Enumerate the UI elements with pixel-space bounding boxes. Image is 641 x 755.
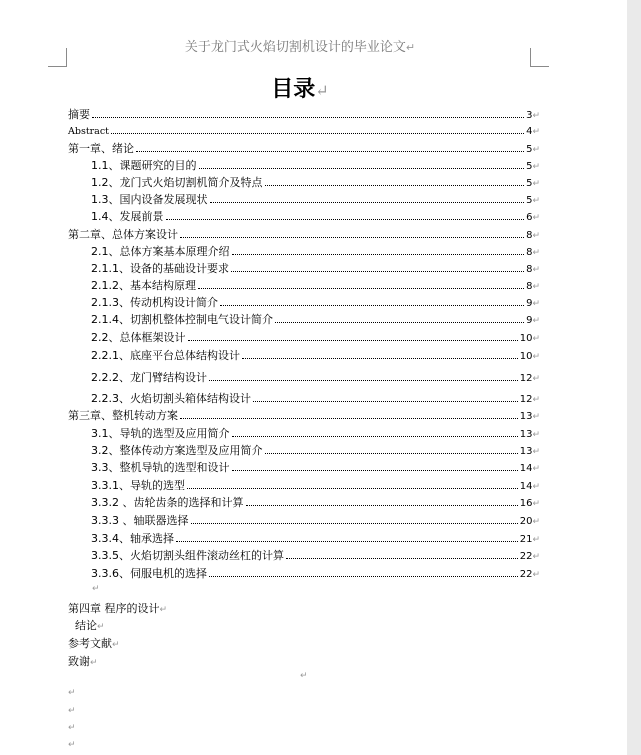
toc-entry-3-3[interactable]: [91, 459, 540, 476]
toc-entry-2-2-3[interactable]: [91, 390, 540, 407]
toc-entry-3-3-3[interactable]: [91, 512, 540, 529]
toc-page-number: 8: [526, 230, 533, 241]
right-scroll-gutter: [627, 0, 641, 755]
toc-page-number: 14: [519, 463, 533, 474]
toc-leader-dots: [209, 370, 518, 381]
toc-page-number: 3: [526, 110, 533, 121]
toc-entry-label: 1.2、龙门式火焰切割机简介及特点: [91, 176, 263, 189]
toc-entry-chapter-3[interactable]: [68, 407, 540, 424]
toc-page-number: 5: [526, 195, 533, 206]
toc-leader-dots: [265, 175, 525, 186]
header-text: 关于龙门式火焰切割机设计的毕业论文: [184, 40, 406, 55]
toc-page-number: 13: [519, 411, 533, 422]
toc-leader-dots: [232, 460, 518, 471]
toc-page-number: 13: [519, 446, 533, 457]
toc-entry-3-3-6[interactable]: [91, 565, 540, 582]
paragraph-mark-icon: ↵: [68, 706, 76, 716]
toc-leader-dots: [176, 531, 518, 542]
toc-entry-2-2[interactable]: [91, 329, 540, 346]
toc-entry-label: 第一章、绪论: [68, 142, 134, 155]
paragraph-mark-icon: ↵: [532, 374, 540, 384]
toc-entry-label: 3.2、整体传动方案选型及应用简介: [91, 444, 263, 457]
toc-entry-2-1-3[interactable]: [91, 294, 540, 311]
toc-leader-dots: [220, 295, 524, 306]
paragraph-mark-icon: ↵: [532, 499, 540, 509]
toc-page-number: 22: [519, 551, 533, 562]
toc-entry-2-1[interactable]: [91, 243, 540, 260]
toc-entry-label: 第三章、整机转动方案: [68, 409, 178, 422]
toc-entry-1-1[interactable]: [91, 157, 540, 174]
paragraph-mark-icon: ↵: [532, 231, 540, 241]
toc-leader-dots: [232, 244, 525, 255]
text-references: 参考文献: [68, 637, 112, 650]
toc-entry-label: 1.1、课题研究的目的: [91, 159, 197, 172]
toc-page-number: 8: [526, 264, 533, 275]
paragraph-mark-icon: ↵: [532, 482, 540, 492]
toc-entry-label: 1.3、国内设备发展现状: [91, 193, 208, 206]
conclusion-line[interactable]: [75, 617, 105, 633]
page-header: [0, 36, 600, 55]
paragraph-mark-icon: ↵: [532, 282, 540, 292]
toc-entry-1-3[interactable]: [91, 191, 540, 208]
paragraph-mark-icon: ↵: [532, 162, 540, 172]
chapter-4-line[interactable]: [68, 600, 167, 616]
toc-leader-dots: [199, 158, 525, 169]
paragraph-mark-icon: ↵: [532, 265, 540, 275]
toc-leader-dots: [232, 426, 518, 437]
toc-entry-label: 3.3.6、伺服电机的选择: [91, 567, 207, 580]
toc-entry-abstract-cn[interactable]: [68, 106, 540, 123]
paragraph-mark-icon: ↵: [532, 248, 540, 258]
toc-entry-1-4[interactable]: [91, 208, 540, 225]
paragraph-mark-icon: ↵: [532, 213, 540, 223]
toc-entry-label: 3.3.2 、齿轮齿条的选择和计算: [91, 496, 244, 509]
paragraph-mark-icon: ↵: [532, 334, 540, 344]
toc-leader-dots: [231, 261, 524, 272]
toc-leader-dots: [265, 443, 518, 454]
toc-entry-label: 2.1、总体方案基本原理介绍: [91, 245, 230, 258]
toc-entry-label: 2.1.2、基本结构原理: [91, 279, 196, 292]
toc-leader-dots: [246, 495, 518, 506]
toc-leader-dots: [242, 348, 518, 359]
toc-page-number: 16: [519, 498, 533, 509]
paragraph-mark-icon: ↵: [532, 127, 540, 137]
paragraph-mark-icon: ↵: [159, 605, 168, 615]
paragraph-mark-icon: ↵: [532, 111, 540, 121]
paragraph-mark-icon: ↵: [532, 517, 540, 527]
toc-entry-chapter-2[interactable]: [68, 226, 540, 243]
toc-page-number: 20: [519, 516, 533, 527]
toc-title-text: 目录: [271, 76, 316, 102]
toc-page-number: 12: [519, 373, 533, 384]
paragraph-mark-icon: ↵: [532, 352, 540, 362]
text-acknowledgements: 致谢: [68, 655, 90, 668]
paragraph-mark-icon: ↵: [532, 179, 540, 189]
paragraph-mark-icon: ↵: [532, 430, 540, 440]
toc-page-number: 14: [519, 481, 533, 492]
toc-leader-dots: [209, 566, 518, 577]
toc-entry-3-3-2[interactable]: [91, 494, 540, 511]
toc-page-number: 21: [519, 534, 533, 545]
toc-title: [0, 72, 600, 103]
references-line[interactable]: [68, 635, 120, 651]
toc-entry-3-2[interactable]: [91, 442, 540, 459]
paragraph-mark-icon: ↵: [315, 81, 329, 100]
paragraph-mark-icon: ↵: [532, 316, 540, 326]
toc-leader-dots: [275, 312, 524, 323]
paragraph-mark-icon: ↵: [532, 535, 540, 545]
toc-entry-label: 3.3.3 、轴联器选择: [91, 514, 189, 527]
paragraph-mark-icon: ↵: [68, 723, 76, 733]
toc-entry-label: 2.2、总体框架设计: [91, 331, 186, 344]
toc-entry-3-3-1[interactable]: [91, 477, 540, 494]
toc-leader-dots: [286, 548, 518, 559]
toc-leader-dots: [187, 478, 518, 489]
toc-page-number: 10: [519, 351, 533, 362]
toc-leader-dots: [136, 141, 524, 152]
toc-leader-dots: [191, 513, 518, 524]
toc-page-number: 12: [519, 394, 533, 405]
toc-page-number: 9: [526, 298, 533, 309]
toc-entry-label: 3.3.5、火焰切割头组件滚动丝杠的计算: [91, 549, 284, 562]
paragraph-mark-icon: ↵: [68, 688, 76, 698]
text-conclusion: 结论: [75, 619, 97, 632]
toc-entry-3-1[interactable]: [91, 425, 540, 442]
paragraph-mark-icon: ↵: [532, 395, 540, 405]
toc-entry-abstract-en[interactable]: [68, 123, 540, 140]
toc-entry-label: 3.3、整机导轨的选型和设计: [91, 461, 230, 474]
paragraph-mark-icon: ↵: [532, 412, 540, 422]
toc-entry-label: 摘要: [68, 108, 90, 121]
paragraph-mark-icon: ↵: [90, 658, 98, 668]
toc-leader-dots: [253, 391, 518, 402]
toc-entry-label: 2.2.2、龙门臂结构设计: [91, 371, 207, 384]
toc-leader-dots: [188, 330, 518, 341]
toc-leader-dots: [210, 192, 525, 203]
text-chapter-4: 第四章 程序的设计: [68, 602, 160, 615]
toc-page-number: 6: [526, 212, 533, 223]
toc-entry-label: 2.2.3、火焰切割头箱体结构设计: [91, 392, 251, 405]
toc-entry-label: 2.1.4、切割机整体控制电气设计简介: [91, 313, 273, 326]
paragraph-mark-icon: ↵: [532, 464, 540, 474]
toc-page-number: 9: [526, 315, 533, 326]
toc-leader-dots: [111, 123, 524, 134]
paragraph-mark-icon: ↵: [532, 447, 540, 457]
toc-page-number: 8: [526, 247, 533, 258]
toc-entry-3-3-4[interactable]: [91, 530, 540, 547]
toc-entry-2-1-4[interactable]: [91, 311, 540, 328]
toc-leader-dots: [166, 209, 525, 220]
paragraph-mark-icon: ↵: [532, 570, 540, 580]
toc-entry-2-1-1[interactable]: [91, 260, 540, 277]
paragraph-mark-icon: ↵: [532, 145, 540, 155]
toc-page-number: 8: [526, 281, 533, 292]
toc-entry-2-2-2[interactable]: [91, 369, 540, 386]
toc-page-number: 4: [526, 126, 533, 137]
toc-entry-chapter-1[interactable]: [68, 140, 540, 157]
toc-entry-2-2-1[interactable]: [91, 347, 540, 364]
toc-page-number: 22: [519, 569, 533, 580]
toc-entry-label: 第二章、总体方案设计: [68, 228, 178, 241]
paragraph-mark-icon: ↵: [97, 622, 105, 632]
toc-entry-label: 2.2.1、底座平台总体结构设计: [91, 349, 240, 362]
paragraph-mark-icon: ↵: [92, 584, 100, 594]
acknowledgements-line[interactable]: [68, 653, 98, 669]
toc-leader-dots: [180, 227, 524, 238]
toc-entry-label: 3.3.1、导轨的选型: [91, 479, 185, 492]
paragraph-mark-icon: ↵: [532, 299, 540, 309]
paragraph-mark-icon: ↵: [405, 41, 416, 54]
toc-page-number: 10: [519, 333, 533, 344]
paragraph-mark-icon: ↵: [68, 740, 76, 750]
toc-entry-1-2[interactable]: [91, 174, 540, 191]
toc-entry-label: Abstract: [68, 126, 109, 137]
paragraph-mark-icon: ↵: [300, 671, 308, 681]
toc-leader-dots: [92, 107, 524, 118]
toc-page-number: 5: [526, 178, 533, 189]
toc-page-number: 5: [526, 144, 533, 155]
toc-page-number: 13: [519, 429, 533, 440]
paragraph-mark-icon: ↵: [532, 552, 540, 562]
toc-leader-dots: [180, 408, 518, 419]
paragraph-mark-icon: ↵: [532, 196, 540, 206]
toc-page-number: 5: [526, 161, 533, 172]
toc-entry-3-3-5[interactable]: [91, 547, 540, 564]
toc-entry-label: 3.3.4、轴承选择: [91, 532, 174, 545]
toc-entry-label: 1.4、发展前景: [91, 210, 164, 223]
toc-entry-label: 2.1.1、设备的基础设计要求: [91, 262, 229, 275]
toc-entry-label: 2.1.3、传动机构设计简介: [91, 296, 218, 309]
paragraph-mark-icon: ↵: [112, 640, 120, 650]
toc-entry-2-1-2[interactable]: [91, 277, 540, 294]
toc-leader-dots: [198, 278, 524, 289]
toc-entry-label: 3.1、导轨的选型及应用简介: [91, 427, 230, 440]
